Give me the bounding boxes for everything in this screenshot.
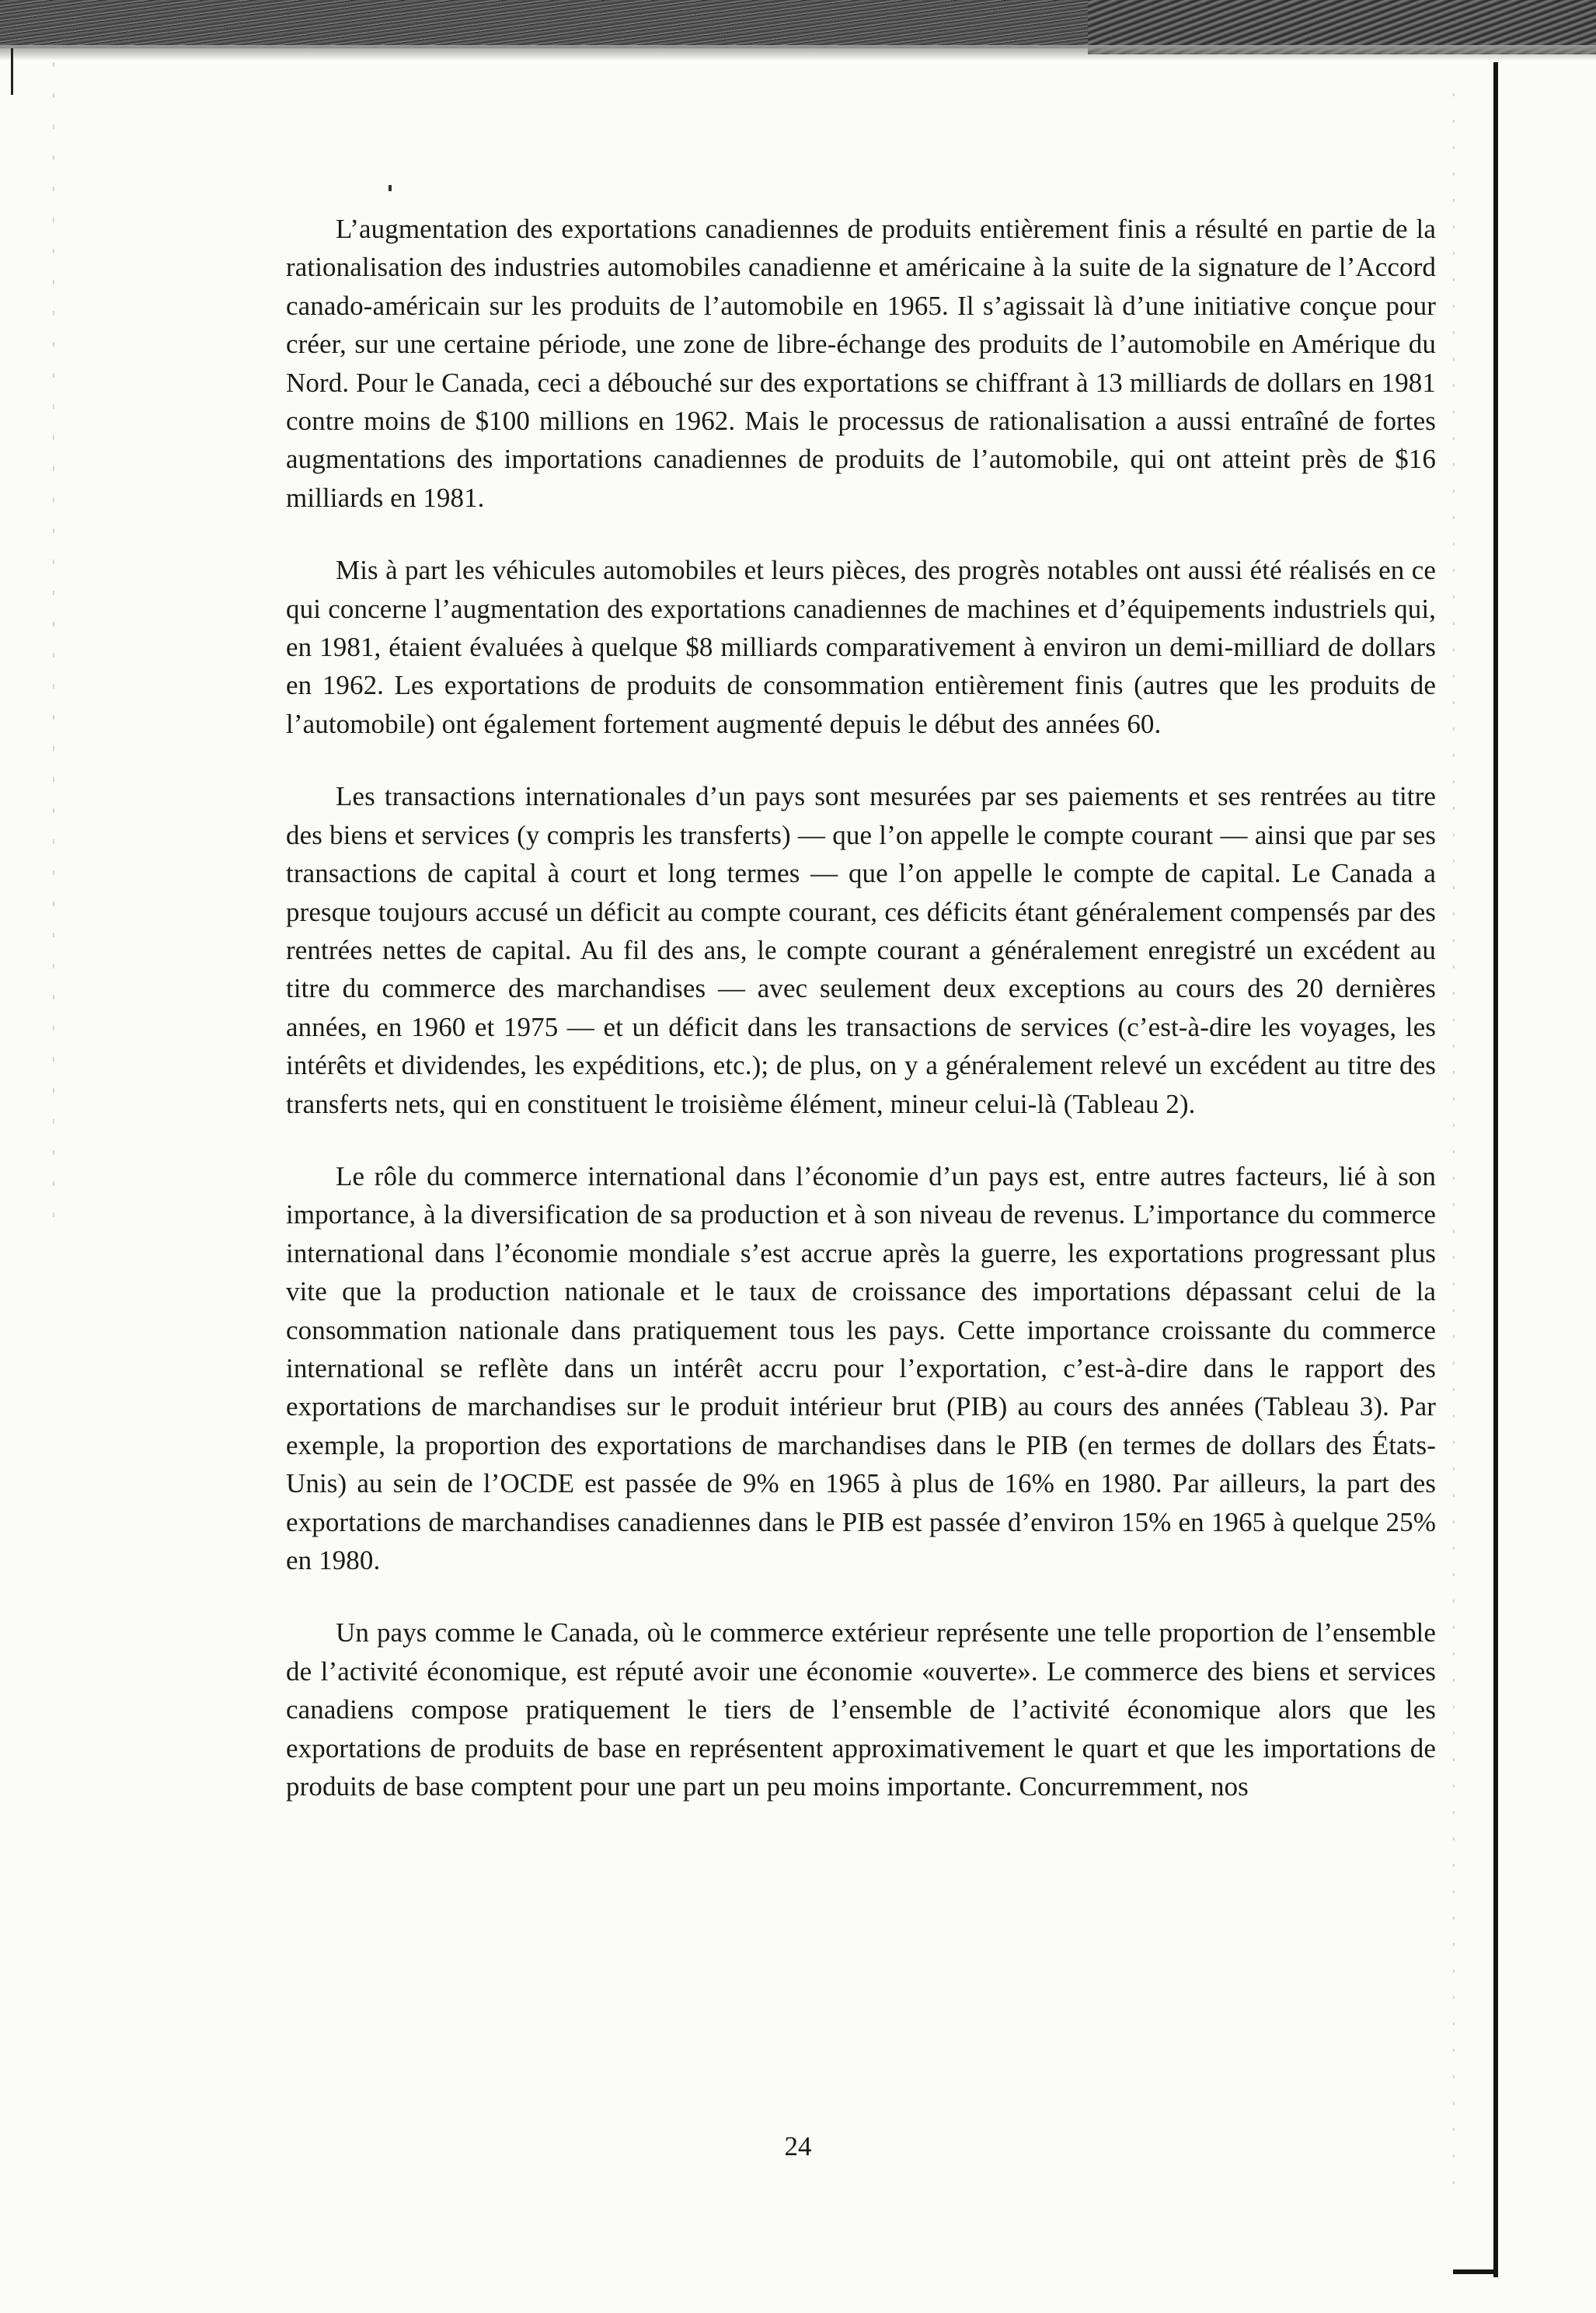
page-number: 24 (784, 2131, 812, 2161)
paragraph-open-economy: Un pays comme le Canada, où le commerce extérieur représente une telle proportion de l’ensemble de l’activité économique, est réputé avoir une économie «ouverte». Le commerce des biens et services canadiens compose pratiquement le tiers de l’ensemble de l’activité économique alors que les exportations de produits de base en représentent approximativement le quart et que les importations de produits de base comptent pour une part un peu moins importante. Concurremment, nos (286, 1617, 1436, 1802)
body-text (286, 210, 1436, 1840)
paragraph-role-of-trade: Le rôle du commerce international dans l’économie d’un pays est, entre autres facteurs, lié à son importance, à la diversification de sa production et à son niveau de revenus. L’importance du commerce international dans l’économie mondiale s’est accrue après la guerre, les exportations progressant plus vite que la production nationale et le taux de croissance des importations dépassant celui de la consommation nationale dans pratiquement tous les pays. Cette importance croissante du commerce international se reflète dans un intérêt accru pour l’exportation, c’est-à-dire dans le rapport des exportations de marchandises sur le produit intérieur brut (PIB) au cours des années (Tableau 3). Par exemple, la proportion des exportations de marchandises dans le PIB (en termes de dollars des États-Unis) au sein de l’OCDE est passée de 9% en 1965 à plus de 16% en 1980. Par ailleurs, la part des exportations de marchandises canadiennes dans le PIB est passée d’environ 15% en 1965 à quelque 25% en 1980. (286, 1160, 1436, 1575)
scan-left-mark (0, 48, 13, 95)
page-binding-edge (1493, 62, 1498, 2277)
paragraph-international-transactions: Les transactions internationales d’un pays sont mesurées par ses paiements et ses rentrées au titre des biens et services (y compris les transferts) — que l’on appelle le compte courant — ainsi que par ses transactions de capital à court et long termes — que l’on appelle le compte de capital. Le Canada a presque toujours accusé un déficit au compte courant, ces déficits étant généralement compensés par des rentrées nettes de capital. Au fil des ans, le compte courant a généralement enregistré un excédent au titre du commerce des marchandises — avec seulement deux exceptions au cours des 20 dernières années, en 1960 et 1975 — et un déficit dans les transactions de services (c’est-à-dire les voyages, les intérêts et dividendes, les expéditions, etc.); de plus, on y a généralement relevé un excédent au titre des transferts nets, qui en constituent le troisième élément, mineur celui-là (Tableau 2). (286, 781, 1436, 1119)
paragraph-automobile-exports: L’augmentation des exportations canadiennes de produits entièrement finis a résulté en partie de la rationalisation des industries automobiles canadienne et américaine à la suite de la signature de l’Accord canado-américain sur les produits de l’automobile en 1965. Il s’agissait là d’une initiative conçue pour créer, sur une certaine période, une zone de libre-échange des produits de l’automobile en Amérique du Nord. Pour le Canada, ceci a débouché sur des exportations se chiffrant à 13 milliards de dollars en 1981 contre moins de $100 millions en 1962. Mais le processus de rationalisation a aussi entraîné de fortes augmentations des importations canadiennes de produits de l’automobile, qui ont atteint près de $16 milliards en 1981. (286, 214, 1436, 513)
paragraph-machinery-exports: Mis à part les véhicules automobiles et leurs pièces, des progrès notables ont aussi été réalisés en ce qui concerne l’augmentation des exportations canadiennes de machines et d’équipements industriels qui, en 1981, étaient évaluées à quelque $8 milliards comparativement à environ un demi-milliard de dollars en 1962. Les exportations de produits de consommation entièrement finis (autres que les produits de l’automobile) ont également fortement augmenté depuis le début des années 60. (286, 555, 1436, 739)
scan-edge-shadow (0, 45, 1596, 61)
scan-left-speckle (53, 62, 54, 1228)
scan-right-speckle (1453, 93, 1455, 2192)
page-binding-corner (1453, 2269, 1498, 2274)
scan-tick-mark (389, 185, 392, 191)
